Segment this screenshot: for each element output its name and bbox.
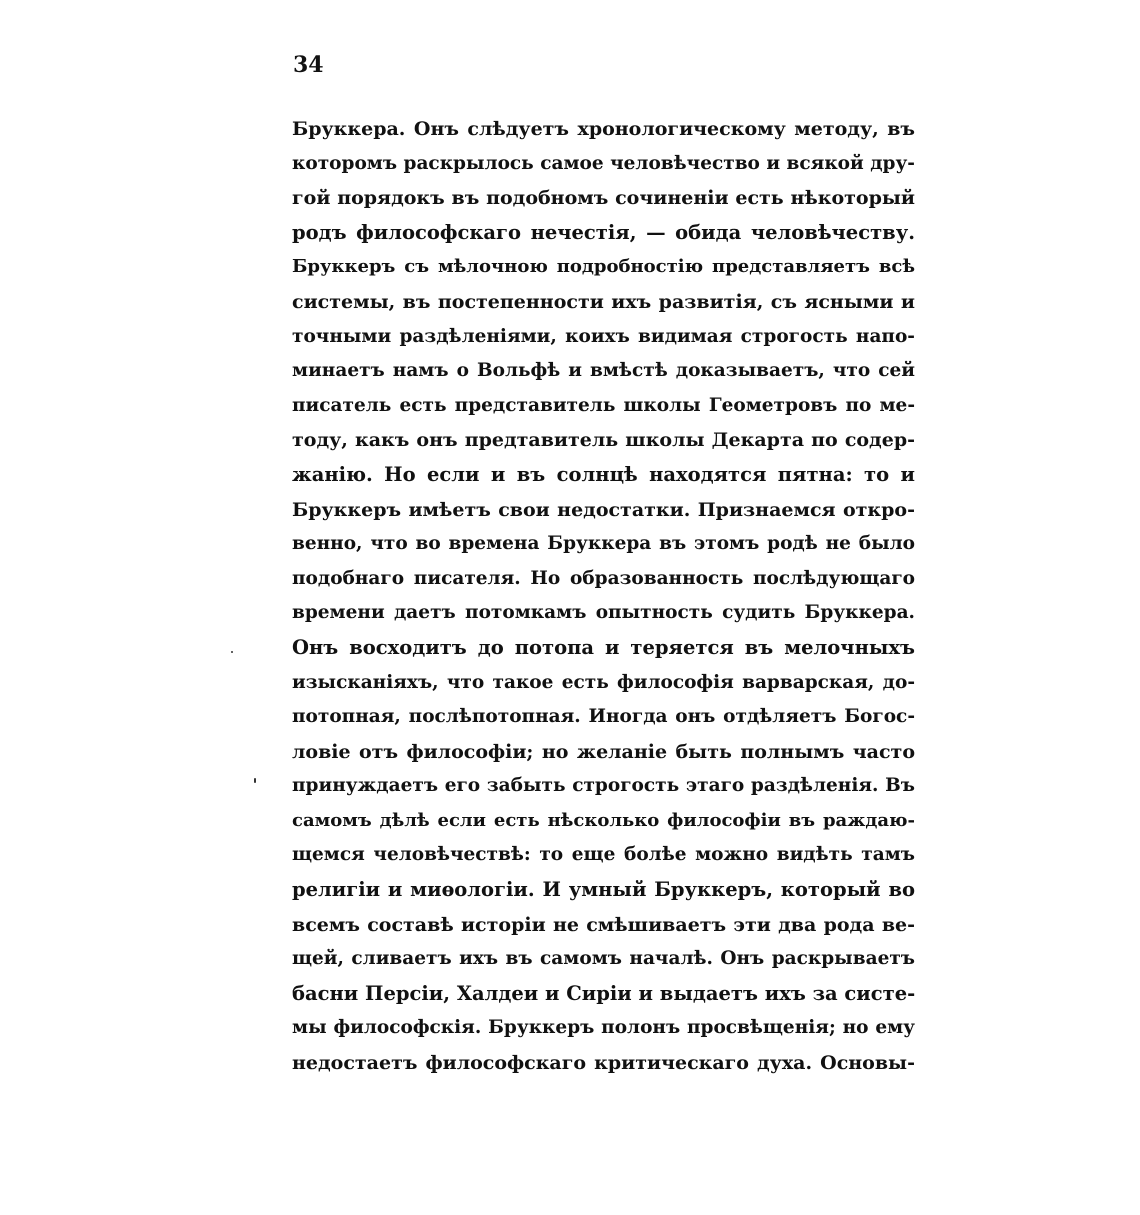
text-line: системы, въ постепенности ихъ развитія, съ ясными и <box>292 290 915 313</box>
text-line: Бруккера. Онъ слѣдуетъ хронологическому методу, въ <box>292 118 915 140</box>
text-line: точными раздѣленіями, коихъ видимая строгость напо- <box>292 325 915 347</box>
text-line: самомъ дѣлѣ если есть нѣсколько философіи въ раждаю- <box>292 809 915 831</box>
text-line: принуждаетъ его забыть строгость этаго раздѣленія. Въ <box>292 775 915 797</box>
text-line: времени даетъ потомкамъ опытность судить Бруккера. <box>292 602 915 624</box>
text-line: басни Персіи, Халдеи и Сиріи и выдаетъ ихъ за систе- <box>292 981 915 1005</box>
text-line: изысканіяхъ, что такое есть философія варварская, до- <box>292 671 915 693</box>
scan-speck <box>231 651 233 653</box>
body-text <box>292 112 915 1081</box>
text-line: родъ философскаго нечестія, — обида человѣчеству. <box>292 220 915 244</box>
text-line: гой порядокъ въ подобномъ сочиненіи есть нѣкоторый <box>292 187 915 210</box>
text-line: мы философскія. Бруккеръ полонъ просвѣщенія; но ему <box>292 1017 915 1039</box>
text-line: писатель есть представитель школы Геометровъ по ме- <box>292 394 915 416</box>
text-line: религіи и миѳологіи. И умный Бруккеръ, который во <box>292 878 915 902</box>
text-line: венно, что во времена Бруккера въ этомъ родѣ не было <box>292 533 915 555</box>
page-number: 34 <box>293 52 324 78</box>
text-line: Бруккеръ имѣетъ свои недостатки. Признаемся откро- <box>292 498 915 521</box>
text-line: недостаетъ философскаго критическаго духа. Основы- <box>292 1052 915 1075</box>
text-line: жанію. Но если и въ солнцѣ находятся пятна: то и <box>292 462 915 486</box>
text-line: подобнаго писателя. Но образованность послѣдующаго <box>292 567 915 589</box>
text-line: Онъ восходитъ до потопа и теряется въ мелочныхъ <box>292 635 915 659</box>
text-line: Бруккеръ съ мѣлочною подробностію представляетъ всѣ <box>292 256 915 278</box>
text-line: тоду, какъ онъ предтавитель школы Декарта по содер- <box>292 429 915 452</box>
text-line: минаетъ намъ о Вольфѣ и вмѣстѣ доказываетъ, что сей <box>292 360 915 382</box>
text-line: потопная, послѣпотопная. Иногда онъ отдѣляетъ Богос- <box>292 706 915 728</box>
text-line: щемся человѣчествѣ: то еще болѣе можно видѣть тамъ <box>292 844 915 866</box>
text-line: которомъ раскрылось самое человѣчество и всякой дру- <box>292 152 915 174</box>
text-line: щей, сливаетъ ихъ въ самомъ началѣ. Онъ раскрываетъ <box>292 948 915 970</box>
text-line: всемъ составѣ исторіи не смѣшиваетъ эти два рода ве- <box>292 913 915 936</box>
text-line: ловіе отъ философіи; но желаніе быть полнымъ часто <box>292 740 915 763</box>
scan-speck <box>254 778 256 783</box>
